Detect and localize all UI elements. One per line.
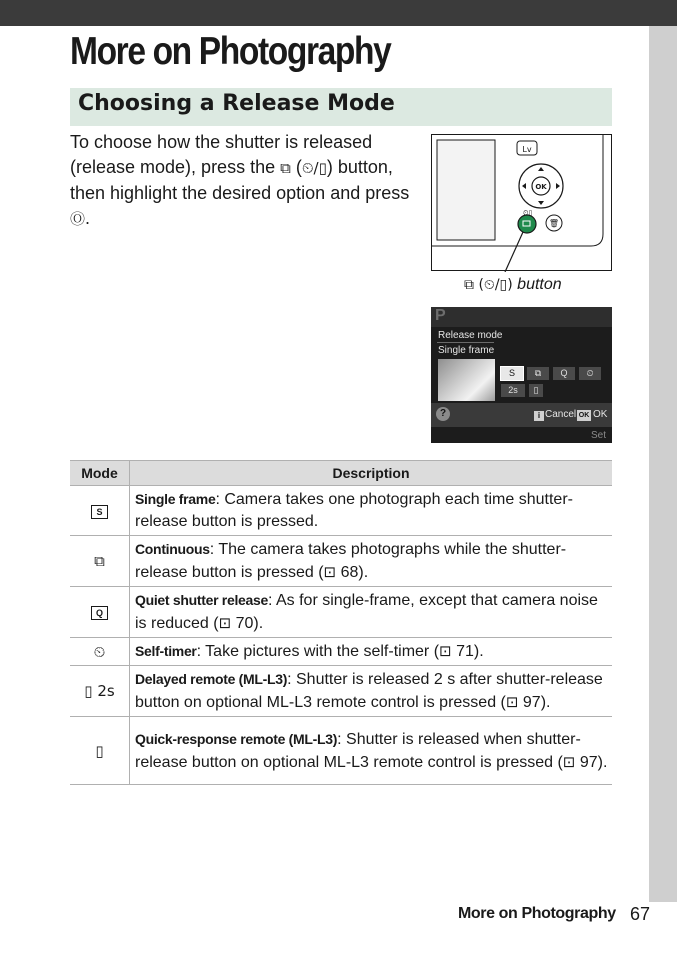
mode-desc: : Shutter is released 2 s after shutter-release button on optional ML-L3 remote control is pressed ( xyxy=(135,671,603,711)
table-row xyxy=(70,486,612,536)
section-band xyxy=(70,88,612,126)
mode-cell xyxy=(70,717,130,785)
intro-text-1: To choose how the shutter is released (release mode), press the xyxy=(70,132,373,177)
intro-text-2: button, then highlight the desired option and press xyxy=(70,157,410,203)
header-description: Description xyxy=(130,461,613,486)
mode-term: Quick-response remote (ML-L3) xyxy=(135,730,338,747)
option-quick-remote[interactable]: ▯ xyxy=(529,384,543,397)
mode-cell xyxy=(70,536,130,587)
option-delayed-remote[interactable]: 2s xyxy=(501,384,525,397)
self-timer-icon: ⏲ xyxy=(93,642,106,661)
cancel-label[interactable]: Cancel xyxy=(545,409,577,420)
mode-letter: P xyxy=(435,307,446,324)
side-tab xyxy=(649,26,677,902)
intro-paragraph xyxy=(70,130,420,232)
intro-paren-open: ( xyxy=(295,157,302,177)
page-ref-icon: ⊡ xyxy=(439,642,452,660)
table-row xyxy=(70,638,612,666)
set-label: Set xyxy=(591,430,607,441)
caption-icon: ⧉ (⏲/▯) xyxy=(464,277,513,293)
i-button-icon: i xyxy=(534,411,544,421)
table-row xyxy=(70,666,612,717)
option-single-frame[interactable]: S xyxy=(501,367,523,380)
delayed-remote-icon: ▯ 2s xyxy=(84,682,115,700)
page-ref[interactable]: 68). xyxy=(340,564,369,581)
camera-back-illustration xyxy=(431,134,612,272)
svg-text:⏲▯: ⏲▯ xyxy=(523,209,533,217)
figure-caption xyxy=(464,276,562,294)
mode-desc: : The camera takes photographs while the shutter-release button is pressed ( xyxy=(135,541,567,581)
sample-photo xyxy=(438,359,495,401)
mode-desc: : Camera takes one photograph each time shutter-release button is pressed. xyxy=(135,491,573,530)
mode-term: Continuous xyxy=(135,541,210,557)
lcd-selected-option: Single frame xyxy=(438,345,495,356)
mode-cell xyxy=(70,666,130,717)
mode-desc: : As for single-frame, except that camera noise is reduced ( xyxy=(135,592,598,632)
ok-button-icon: Ⓞ xyxy=(70,210,86,228)
self-timer-remote-icon: ⏲/▯ xyxy=(301,159,327,177)
mode-cell xyxy=(70,587,130,638)
single-frame-icon: S xyxy=(91,505,108,519)
intro-paren-close: ) xyxy=(326,157,333,177)
section-heading: Choosing a Release Mode xyxy=(78,91,395,116)
page-ref-icon: ⊡ xyxy=(505,693,519,711)
option-continuous[interactable]: ⧉ xyxy=(527,367,549,380)
table-row xyxy=(70,717,612,785)
lcd-menu-title: Release mode xyxy=(438,330,503,341)
page-ref[interactable]: 97). xyxy=(522,694,551,711)
release-mode-screen xyxy=(431,307,612,443)
desc-cell xyxy=(130,666,613,717)
svg-text:Lv: Lv xyxy=(522,145,532,154)
page-number: 67 xyxy=(630,904,651,924)
mode-desc: : Take pictures with the self-timer ( xyxy=(196,643,440,660)
page-ref[interactable]: 70). xyxy=(235,615,264,632)
page-ref-icon: ⊡ xyxy=(562,752,576,771)
ok-label[interactable]: OK xyxy=(593,409,608,420)
quiet-shutter-icon: Q xyxy=(91,606,108,620)
table-row xyxy=(70,536,612,587)
option-self-timer[interactable]: ⏲ xyxy=(579,367,601,380)
release-mode-table xyxy=(70,460,612,785)
desc-cell xyxy=(130,638,613,666)
svg-text:OK: OK xyxy=(535,183,547,191)
table-row xyxy=(70,587,612,638)
page-title: More on Photography xyxy=(70,30,391,73)
option-quiet[interactable]: Q xyxy=(553,367,575,380)
continuous-icon: ⧉ xyxy=(94,552,105,570)
footer-section-label: More on Photography xyxy=(458,905,616,922)
mode-term: Quiet shutter release xyxy=(135,592,268,608)
mode-desc: : Shutter is released when shutter-release button on optional ML-L3 remote control is pressed ( xyxy=(135,730,581,771)
mode-term: Self-timer xyxy=(135,643,197,659)
desc-cell xyxy=(130,717,613,785)
lcd-status-strip xyxy=(431,307,612,327)
header-mode: Mode xyxy=(70,461,130,486)
quick-remote-icon: ▯ xyxy=(95,741,104,760)
page-ref[interactable]: 71). xyxy=(456,643,484,660)
page-ref[interactable]: 97). xyxy=(579,753,608,771)
desc-cell xyxy=(130,486,613,536)
mode-term: Single frame xyxy=(135,491,216,507)
desc-cell xyxy=(130,587,613,638)
caption-text: button xyxy=(517,276,562,293)
mode-cell xyxy=(70,638,130,666)
mode-term: Delayed remote (ML-L3) xyxy=(135,671,288,687)
table-header-row xyxy=(70,461,612,486)
ok-button-icon-lcd: OK xyxy=(578,412,590,419)
lcd-divider xyxy=(437,342,494,343)
mode-cell xyxy=(70,486,130,536)
page-ref-icon: ⊡ xyxy=(218,614,232,632)
svg-text:🗑: 🗑 xyxy=(548,219,560,228)
page-ref-icon: ⊡ xyxy=(323,563,337,581)
help-icon[interactable]: ? xyxy=(436,407,450,421)
top-bar xyxy=(0,0,677,26)
continuous-icon: ⧉ xyxy=(280,159,291,177)
intro-end: . xyxy=(85,208,91,228)
desc-cell xyxy=(130,536,613,587)
